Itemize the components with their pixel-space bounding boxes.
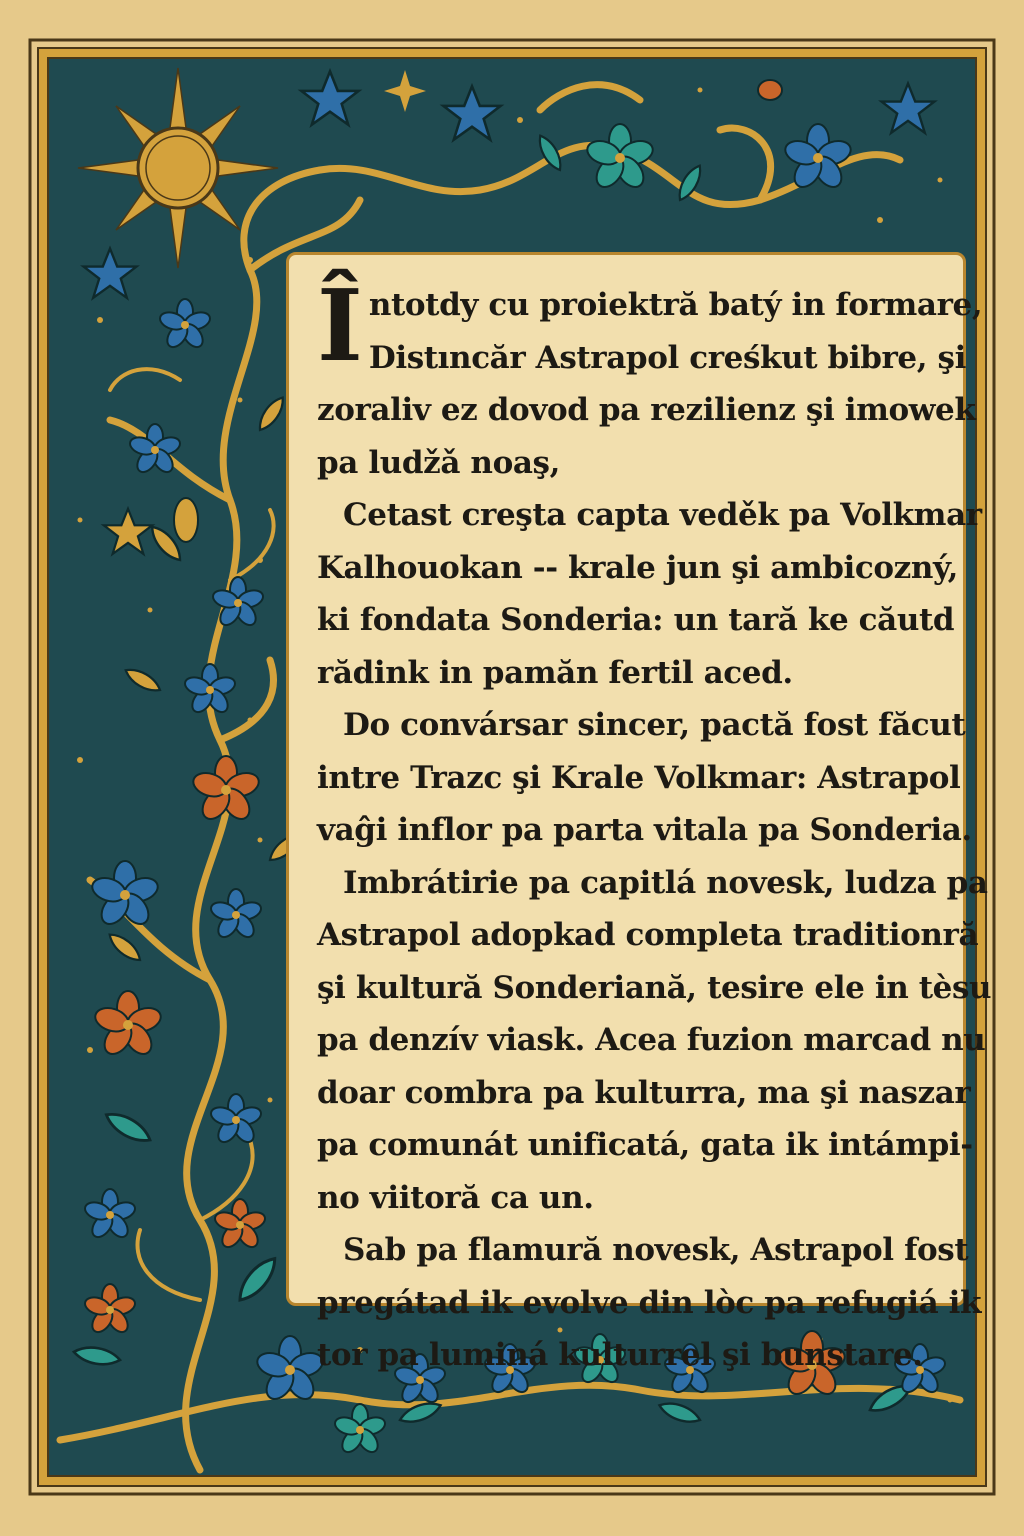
text-line: pa denzív viask. Acea fuzion marcad nu [317,1022,986,1058]
text-line: doar combra pa kulturra, ma şi naszar [317,1074,971,1111]
text-line: pa comunát unificatá, gata ik intámpi- [317,1127,973,1163]
text-line: vaĝi inflor pa parta vitala pa Sonderia. [317,812,972,848]
text-line: pregátad ik evolve din lòc pa refugiá ik [317,1284,982,1321]
text-line: rădink in pamăn fertil aced. [317,654,793,691]
text-line: şi kultură Sonderiană, tesire ele in tèsu [317,969,992,1006]
paragraph-3 [317,699,972,857]
paragraph-1 [317,269,983,489]
drop-cap: Î [317,269,363,384]
text-line: no viitoră ca un. [317,1179,594,1216]
text-line: Astrapol adopkad completa traditionră [317,917,979,953]
text-line: tor pa luminá kulturrel şi bunstare. [317,1337,923,1373]
text-line: Imbrátirie pa capitlá novesk, ludza pa [343,864,988,901]
paragraph-5 [317,1224,982,1382]
text-line: ki fondata Sonderia: un tară ke căutd [317,602,955,638]
text-line: Cetast creşta capta veděk pa Volkmar [343,497,982,533]
paragraph-4 [317,857,992,1225]
text-panel [286,252,992,1373]
text-line: Do convársar sincer, pactă fost făcut [343,707,966,743]
text-line: Distıncăr Astrapol creśkut bibre, şi [368,339,966,376]
text-line: Kalhouokan -- krale jun şi ambicozný, [317,549,959,586]
text-line: Sab pa flamură novesk, Astrapol fost [343,1232,969,1268]
text-line: ntotdy cu proiektră batý in formare, [368,287,983,323]
text-line: intre Trazc şi Krale Volkmar: Astrapol [317,759,961,796]
text-line: pa ludžǎ noaş, [317,444,560,481]
paragraph-2 [317,489,982,699]
text-line: zoraliv ez dovod pa rezilienz şi imowek [317,392,976,428]
